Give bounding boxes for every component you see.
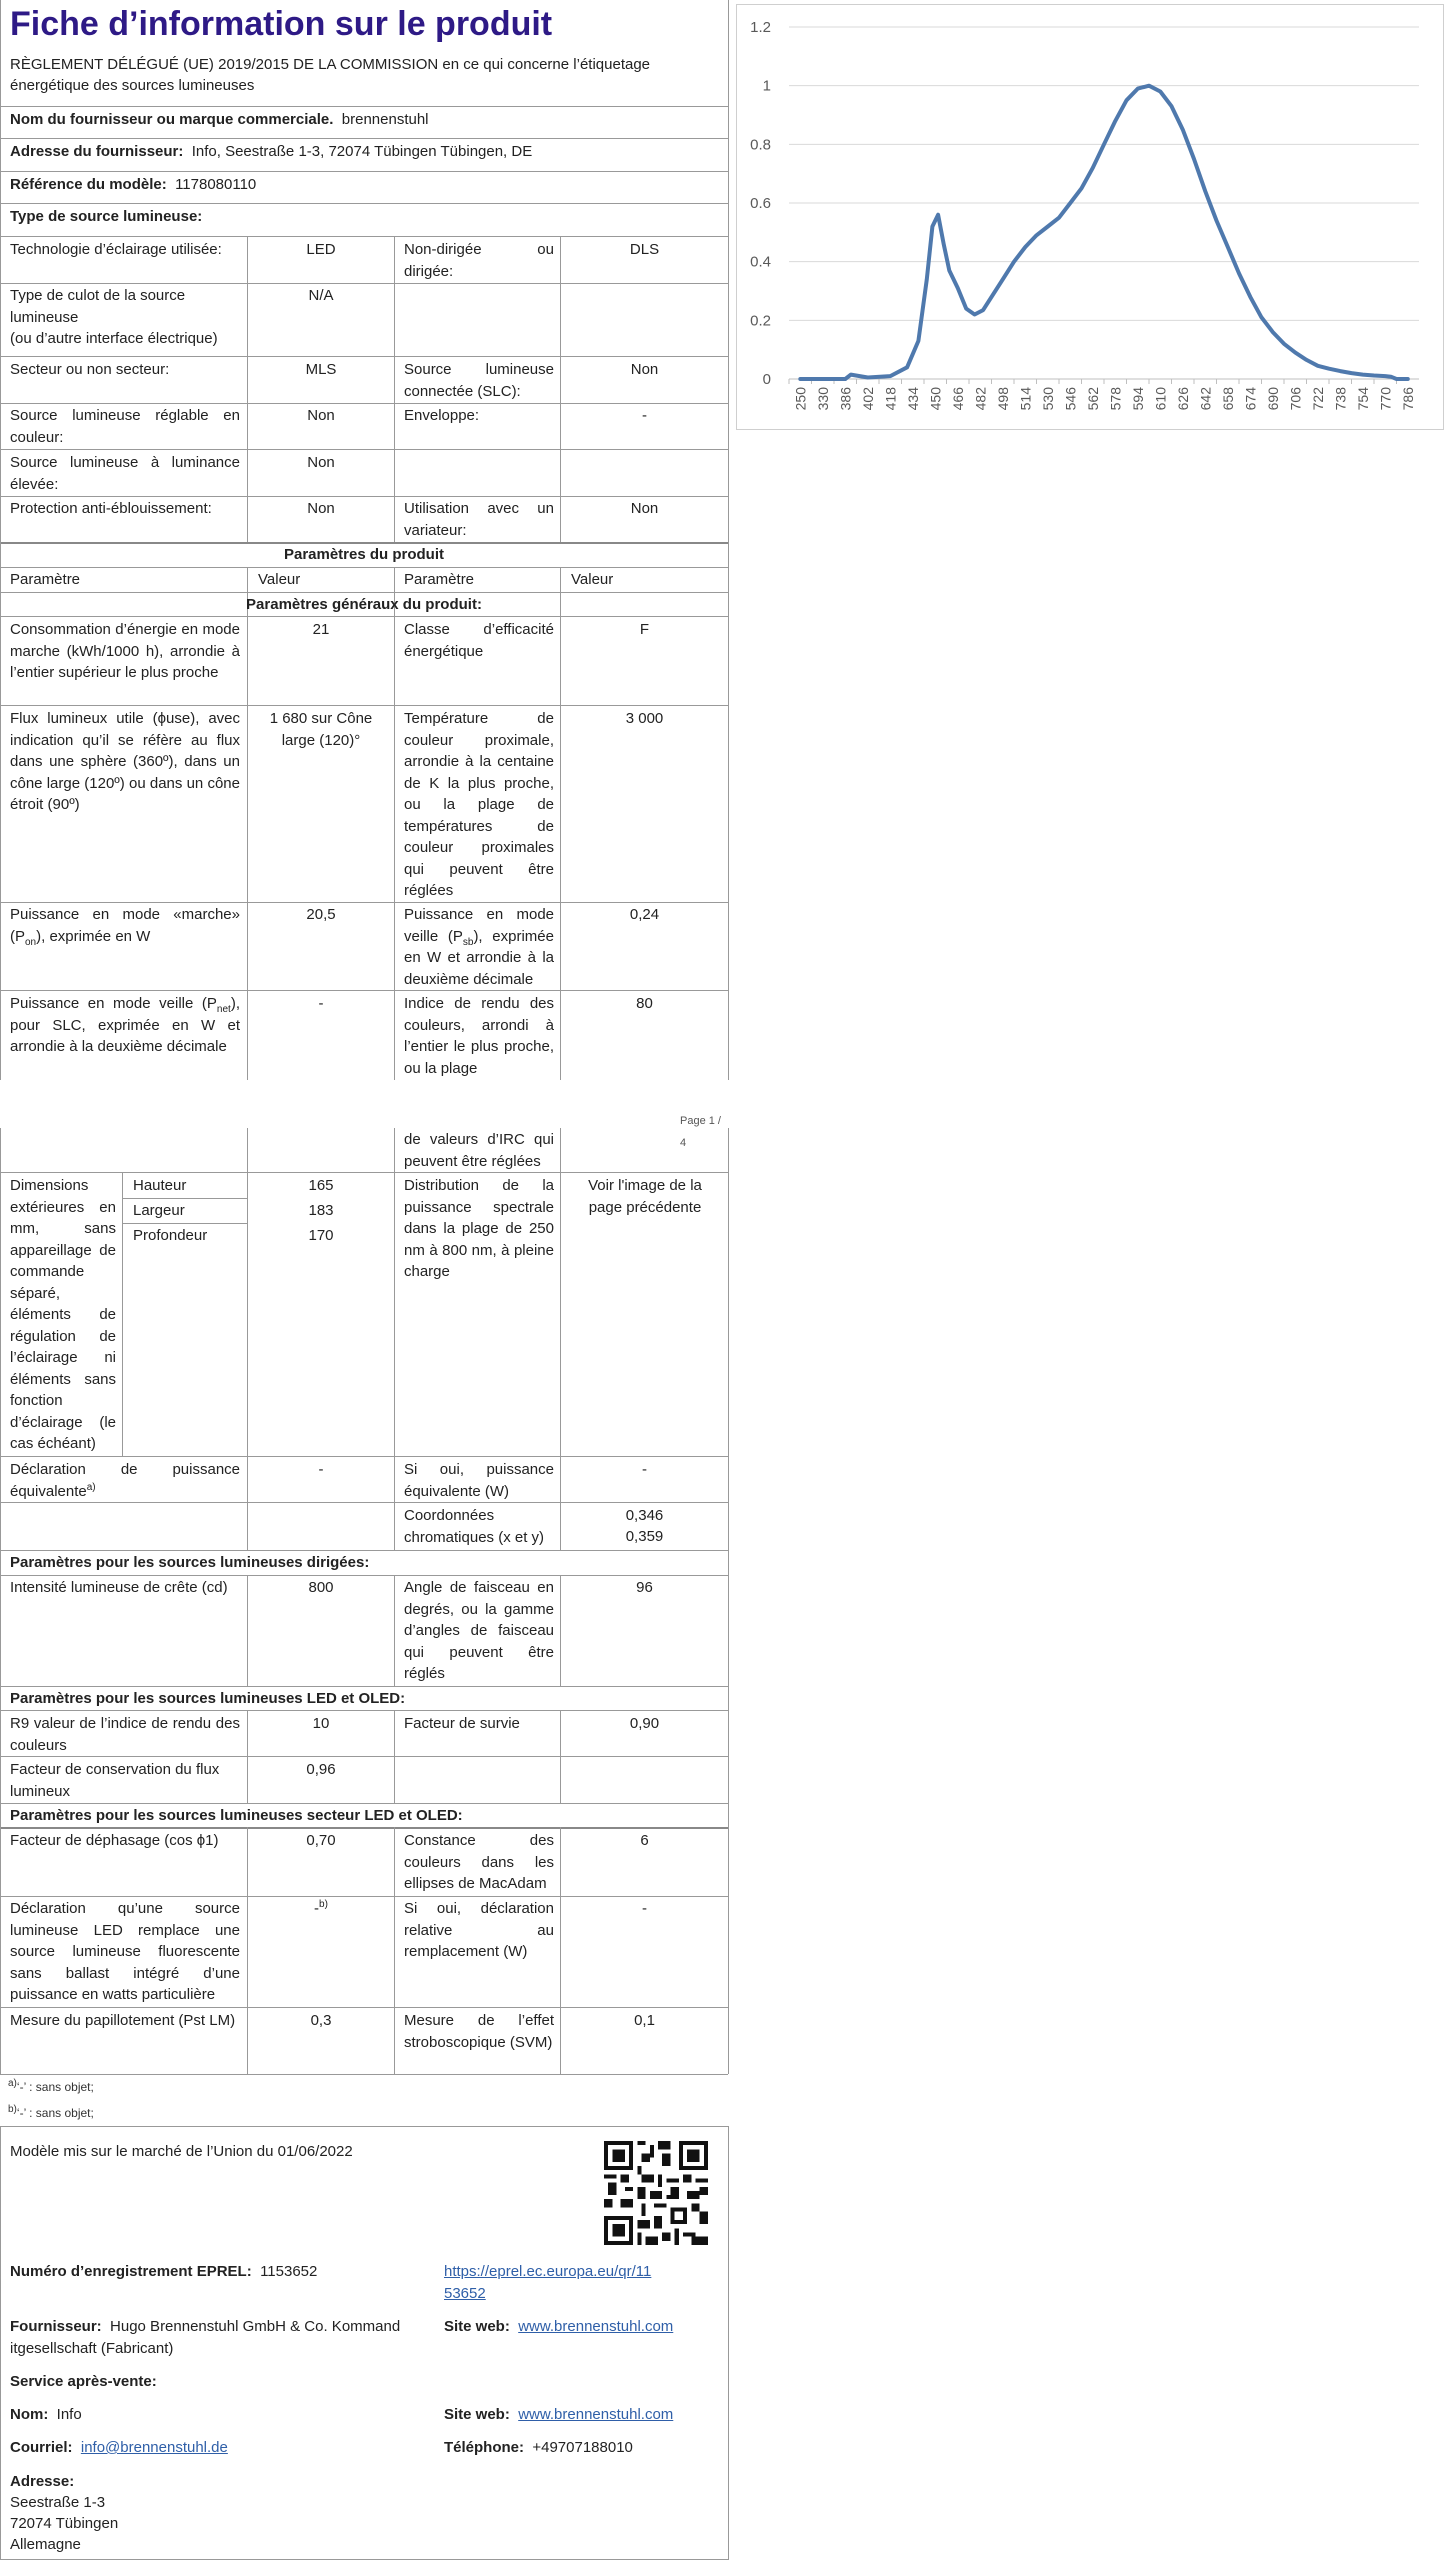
tech-label: Technologie d’éclairage utilisée: [10, 241, 222, 258]
depth-label: Profondeur [133, 1227, 208, 1244]
directional-heading: Paramètres pour les sources lumineuses dirigées: [10, 1554, 370, 1571]
service-name-row: Nom: Info [10, 2406, 82, 2423]
luminance-value: Non [307, 454, 335, 471]
replace-w-label: Si oui, déclaration relative au remplacement (W) [404, 1900, 554, 1960]
light-type-heading: Type de source lumineuse: [10, 208, 203, 225]
x-tick-label: 514 [1017, 387, 1034, 411]
supplier-address-label: Adresse du fournisseur: [10, 143, 184, 160]
general-params-heading: Paramètres généraux du produit: [246, 596, 482, 613]
colour-label: Source lumineuse réglable en couleur: [10, 407, 240, 446]
psb-label: Puissance en mode veille $(P_{sb})$, exprimée en W et arrondie à la deuxième décimale [404, 906, 554, 988]
x-tick-label: 610 [1152, 387, 1169, 411]
glare-value: Non [307, 500, 335, 517]
x-tick-label: 674 [1242, 387, 1259, 411]
supplier-row: Fournisseur: Hugo Brennenstuhl GmbH & Co. Kommand itgesellschaft (Fabricant) [10, 2318, 401, 2357]
cap-value: N/A [308, 287, 334, 304]
x-tick-label: 530 [1039, 387, 1056, 411]
class-value: F [639, 621, 650, 638]
directional-value: DLS [629, 241, 660, 258]
width-value: 183 [308, 1202, 334, 1219]
luminance-label: Source lumineuse à luminance élevée: [10, 454, 240, 493]
spectral-distribution-chart [736, 4, 1444, 430]
x-tick-label: 658 [1219, 387, 1236, 411]
qr-code-icon[interactable] [604, 2141, 708, 2245]
survival-label: Facteur de survie [404, 1715, 520, 1732]
mains-value: MLS [305, 361, 337, 378]
y-tick-label: 0.8 [750, 136, 771, 154]
equiv-value: - [318, 1461, 324, 1478]
macadam-value: 6 [640, 1832, 649, 1849]
pnet-value: - [318, 995, 324, 1012]
r9-label: R9 valeur de l’indice de rendu des couleurs [10, 1715, 240, 1754]
x-tick-label: 450 [927, 387, 944, 411]
flux-label: Flux lumineux utile (ϕuse), avec indication qu’il se réfère au flux dans une sphère (360º), dans un cône large (120º) ou dans un cône étroit (90º) [10, 710, 240, 813]
service-site-link[interactable]: www.brennenstuhl.com [518, 2406, 674, 2423]
pf-value: 0,70 [306, 1832, 336, 1849]
cct-value: 3 000 [625, 710, 664, 727]
x-tick-label: 546 [1062, 387, 1079, 411]
peak-value: 800 [308, 1579, 334, 1596]
col-value-2: Valeur [571, 571, 614, 588]
survival-value: 0,90 [629, 1715, 660, 1732]
equiv-w-value: - [642, 1461, 647, 1478]
supplier-address-value: Info, Seestraße 1-3, 72074 Tübingen Tübingen, DE [191, 143, 533, 160]
service-site-row: Site web: www.brennenstuhl.com [444, 2406, 674, 2423]
model-reference-label: Référence du modèle: [10, 176, 167, 193]
address-line-2: 72074 Tübingen [10, 2515, 119, 2532]
x-tick-label: 578 [1107, 387, 1124, 411]
tech-value: LED [306, 241, 336, 258]
footnote-b: $^{b)}$‘-’ : sans objet; [8, 2104, 94, 2120]
model-reference-value: 1178080110 [175, 176, 257, 193]
x-tick-label: 722 [1309, 387, 1326, 411]
y-tick-label: 0.2 [750, 312, 771, 330]
maintenance-value: 0,96 [306, 1761, 336, 1778]
service-heading: Service après-vente: [10, 2373, 157, 2390]
x-tick-label: 690 [1264, 387, 1281, 411]
x-tick-label: 386 [837, 387, 854, 411]
x-tick-label: 642 [1197, 387, 1214, 411]
dimmer-value: Non [630, 500, 659, 517]
cri-label-part2: de valeurs d’IRC qui peuvent être réglées [404, 1131, 554, 1170]
glare-label: Protection anti-éblouissement: [10, 500, 212, 517]
col-value-1: Valeur [258, 571, 301, 588]
y-tick-label: 0.4 [750, 253, 771, 271]
col-param-2: Paramètre [404, 571, 475, 588]
mains-label: Secteur ou non secteur: [10, 361, 170, 378]
x-tick-label: 562 [1084, 387, 1101, 411]
height-label: Hauteur [133, 1177, 187, 1194]
psb-value: 0,24 [629, 906, 660, 923]
y-tick-label: 1.2 [750, 19, 771, 36]
beam-label: Angle de faisceau en degrés, ou la gamme d’angles de faisceau qui peuvent être réglés [404, 1579, 554, 1682]
supplier-name-value: brennenstuhl [341, 111, 429, 128]
height-value: 165 [308, 1177, 334, 1194]
regulation-subtitle: RÈGLEMENT DÉLÉGUÉ (UE) 2019/2015 DE LA COMMISSION en ce qui concerne l’étiquetage énergétique des sources lumineuses [10, 56, 651, 94]
cap-label: Type de culot de la source lumineuse (ou d’autre interface électrique) [10, 287, 218, 347]
y-tick-label: 1 [762, 77, 771, 95]
replace-label: Déclaration qu’une source lumineuse LED remplace une source lumineuse fluorescente sans ballast intégré d’une puissance en watts particulière [10, 1900, 240, 2003]
flicker-value: 0,3 [310, 2012, 332, 2029]
eprel-row: Numéro d’enregistrement EPREL: 1153652 [10, 2263, 318, 2280]
replace-w-value: - [642, 1900, 647, 1917]
footnote-a: $^{a)}$‘-’ : sans objet; [8, 2078, 94, 2094]
x-tick-label: 770 [1377, 387, 1394, 411]
svm-value: 0,1 [634, 2012, 655, 2029]
x-tick-label: 786 [1399, 387, 1416, 411]
x-tick-label: 418 [882, 387, 899, 411]
supplier-name-label: Nom du fournisseur ou marque commerciale. [10, 111, 334, 128]
spectral-series-line [800, 86, 1408, 379]
peak-label: Intensité lumineuse de crête (cd) [10, 1579, 228, 1596]
colour-value: Non [307, 407, 335, 424]
x-tick-label: 498 [994, 387, 1011, 411]
cri-value: 80 [636, 995, 653, 1012]
params-heading: Paramètres du produit [283, 546, 445, 563]
replace-value: -$^{b)}$ [314, 1899, 328, 1917]
model-reference-row [10, 174, 256, 196]
email-link[interactable]: info@brennenstuhl.de [80, 2439, 228, 2456]
spd-label: Distribution de la puissance spectrale dans la plage de 250 nm à 800 nm, à pleine charge [404, 1177, 554, 1280]
col-param-1: Paramètre [10, 571, 81, 588]
chroma-x: 0,346 [625, 1507, 664, 1524]
pon-label: Puissance en mode «marche» $(P_{on})$, exprimée en W [10, 906, 240, 948]
x-tick-label: 434 [904, 387, 921, 411]
width-label: Largeur [133, 1202, 185, 1219]
site-link[interactable]: www.brennenstuhl.com [518, 2318, 674, 2335]
maintenance-label: Facteur de conservation du flux lumineux [10, 1761, 220, 1800]
chroma-y: 0,359 [625, 1528, 664, 1545]
spectral-chart-svg [737, 5, 1443, 429]
address-line-1: Seestraße 1-3 [10, 2494, 106, 2511]
class-label: Classe d’efficacité énergétique [404, 621, 554, 660]
r9-value: 10 [312, 1715, 330, 1732]
pnet-label: Puissance en mode veille $(P_{net})$, pour SLC, exprimée en W et arrondie à la deuxième décimale [10, 995, 240, 1055]
directional-label: Non-dirigée ou dirigée: [404, 241, 554, 280]
connected-label: Source lumineuse connectée (SLC): [404, 361, 554, 400]
mains-led-heading: Paramètres pour les sources lumineuses secteur LED et OLED: [10, 1807, 463, 1824]
cri-label-part1: Indice de rendu des couleurs, arrondi à l’entier le plus proche, ou la plage [404, 995, 554, 1077]
connected-value: Non [630, 361, 659, 378]
pon-value: 20,5 [306, 906, 336, 923]
depth-value: 170 [308, 1227, 334, 1244]
email-row: Courriel: info@brennenstuhl.de [10, 2439, 228, 2456]
y-tick-label: 0.6 [750, 195, 771, 212]
x-tick-label: 738 [1332, 387, 1349, 411]
page-number: Page 1 / 4 [680, 1115, 721, 1149]
x-tick-label: 706 [1287, 387, 1304, 411]
macadam-label: Constance des couleurs dans les ellipses de MacAdam [404, 1832, 554, 1892]
spd-value: Voir l'image de la page précédente [588, 1177, 702, 1216]
envelope-value: - [642, 407, 647, 424]
eprel-link[interactable]: https://eprel.ec.europa.eu/qr/11 53652 [444, 2263, 652, 2302]
x-tick-label: 330 [814, 387, 831, 411]
pf-label: Facteur de déphasage (cos ϕ1) [10, 1832, 219, 1849]
energy-label: Consommation d’énergie en mode marche (kWh/1000 h), arrondie à l’entier supérieur le plus proche [10, 621, 240, 681]
eprel-value: 1153652 [260, 2263, 318, 2280]
phone-row: Téléphone: +49707188010 [444, 2439, 633, 2456]
x-tick-label: 482 [972, 387, 989, 411]
cct-label: Température de couleur proximale, arrondie à la centaine de K la plus proche, ou la plage de températures de couleur proximales qui peuvent être réglées [404, 710, 554, 899]
beam-value: 96 [636, 1579, 653, 1596]
x-tick-label: 402 [859, 387, 876, 411]
x-tick-label: 626 [1174, 387, 1191, 411]
svm-label: Mesure de l’effet stroboscopique (SVM) [404, 2012, 554, 2051]
dims-label: Dimensions extérieures en mm, sans appareillage de commande séparé, éléments de régulation de l’éclairage ni éléments sans fonction d’éclairage (le cas échéant) [10, 1177, 116, 1452]
dimmer-label: Utilisation avec un variateur: [404, 500, 554, 539]
x-tick-label: 250 [792, 387, 809, 411]
x-tick-label: 466 [949, 387, 966, 411]
page-title: Fiche d’information sur le produit [10, 5, 553, 43]
supplier-name-row [10, 109, 429, 131]
flux-value: 1 680 sur Cône large (120)° [269, 710, 373, 749]
supplier-address-row [10, 141, 532, 163]
x-tick-label: 594 [1129, 387, 1146, 411]
equiv-label: Déclaration de puissance équivalente$^{a)}$ [10, 1461, 240, 1500]
address-line-3: Allemagne [10, 2536, 81, 2553]
market-date: Modèle mis sur le marché de l’Union du 01/06/2022 [10, 2143, 353, 2160]
flicker-label: Mesure du papillotement (Pst LM) [10, 2012, 236, 2029]
y-tick-label: 0 [762, 371, 771, 388]
site-row: Site web: www.brennenstuhl.com [444, 2318, 674, 2335]
envelope-label: Enveloppe: [404, 407, 480, 424]
equiv-w-label: Si oui, puissance équivalente (W) [404, 1461, 554, 1500]
chroma-label: Coordonnées chromatiques (x et y) [404, 1507, 545, 1546]
address-label: Adresse: [10, 2473, 75, 2490]
energy-value: 21 [312, 621, 330, 638]
x-tick-label: 754 [1354, 387, 1371, 411]
led-heading: Paramètres pour les sources lumineuses LED et OLED: [10, 1690, 406, 1707]
